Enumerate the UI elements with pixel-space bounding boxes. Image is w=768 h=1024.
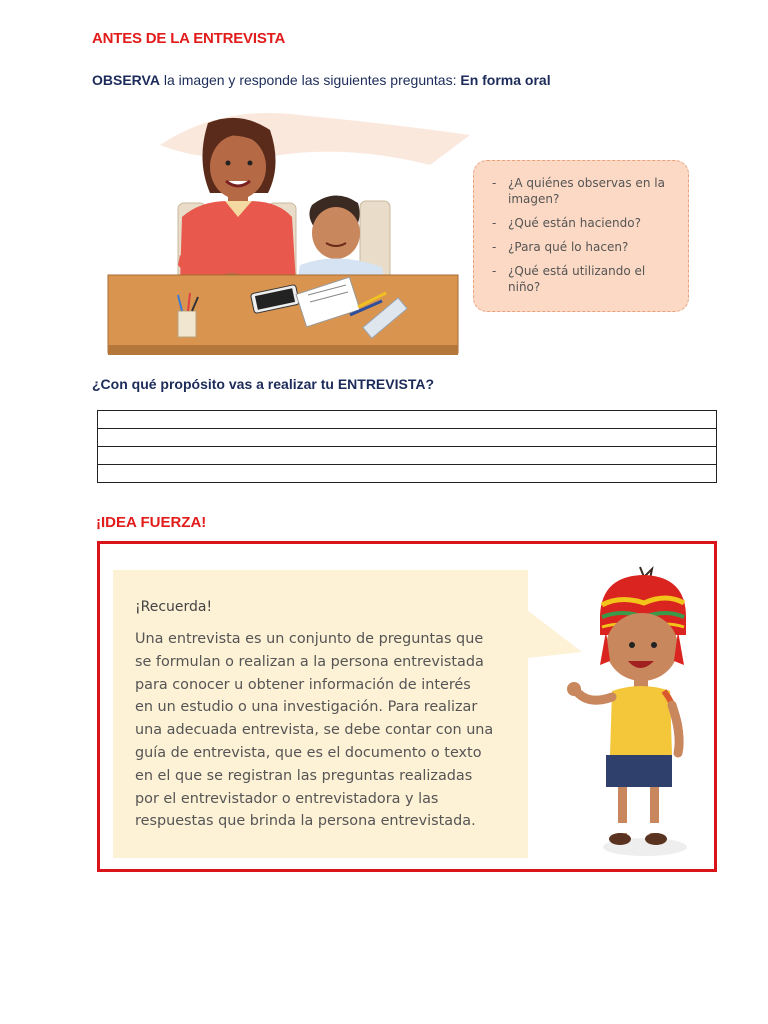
answer-line[interactable] (97, 447, 717, 465)
reminder-line: guía de entrevista, que es el documento o texto (135, 744, 482, 761)
section-heading-before-interview: ANTES DE LA ENTREVISTA (92, 30, 286, 47)
question-item: - ¿Para qué lo hacen? (492, 239, 674, 255)
answer-lines (97, 410, 717, 483)
instruction-bold-end: En forma oral (460, 72, 551, 88)
reminder-line: se formulan o realizan a la persona entrevistada (135, 653, 484, 670)
reminder-line: una adecuada entrevista, se debe contar con una (135, 722, 494, 739)
illustration-mother-child-desk (100, 105, 470, 360)
answer-line[interactable] (97, 429, 717, 447)
instruction-bold-start: OBSERVA (92, 72, 160, 88)
purpose-question: ¿Con qué propósito vas a realizar tu ENTREVISTA? (92, 376, 435, 392)
reminder-line: Una entrevista es un conjunto de preguntas que (135, 631, 484, 647)
reminder-line: por el entrevistador o entrevistadora y las (135, 790, 439, 807)
instruction-text (92, 72, 551, 88)
question-item: - ¿Qué está utilizando el niño? (492, 263, 674, 295)
reminder-line: respuestas que brinda la persona entrevistada. (135, 813, 476, 830)
reminder-line: en un estudio o una investigación. Para realizar (135, 699, 478, 716)
question-item: - ¿A quiénes observas en la imagen? (492, 175, 674, 207)
reminder-text (135, 628, 515, 833)
reminder-line: para conocer u obtener información de interés (135, 676, 471, 693)
reminder-title: ¡Recuerda! (135, 599, 213, 615)
section-heading-idea-fuerza: ¡IDEA FUERZA! (96, 514, 207, 531)
answer-line[interactable] (97, 410, 717, 429)
instruction-middle: la imagen y responde las siguientes preguntas: (159, 72, 461, 88)
illustration-boy-with-chullo (560, 565, 710, 865)
question-item: - ¿Qué están haciendo? (492, 215, 674, 231)
reminder-line: en el que se registran las preguntas realizadas (135, 767, 473, 784)
answer-line[interactable] (97, 465, 717, 483)
observation-questions-box (473, 160, 689, 312)
